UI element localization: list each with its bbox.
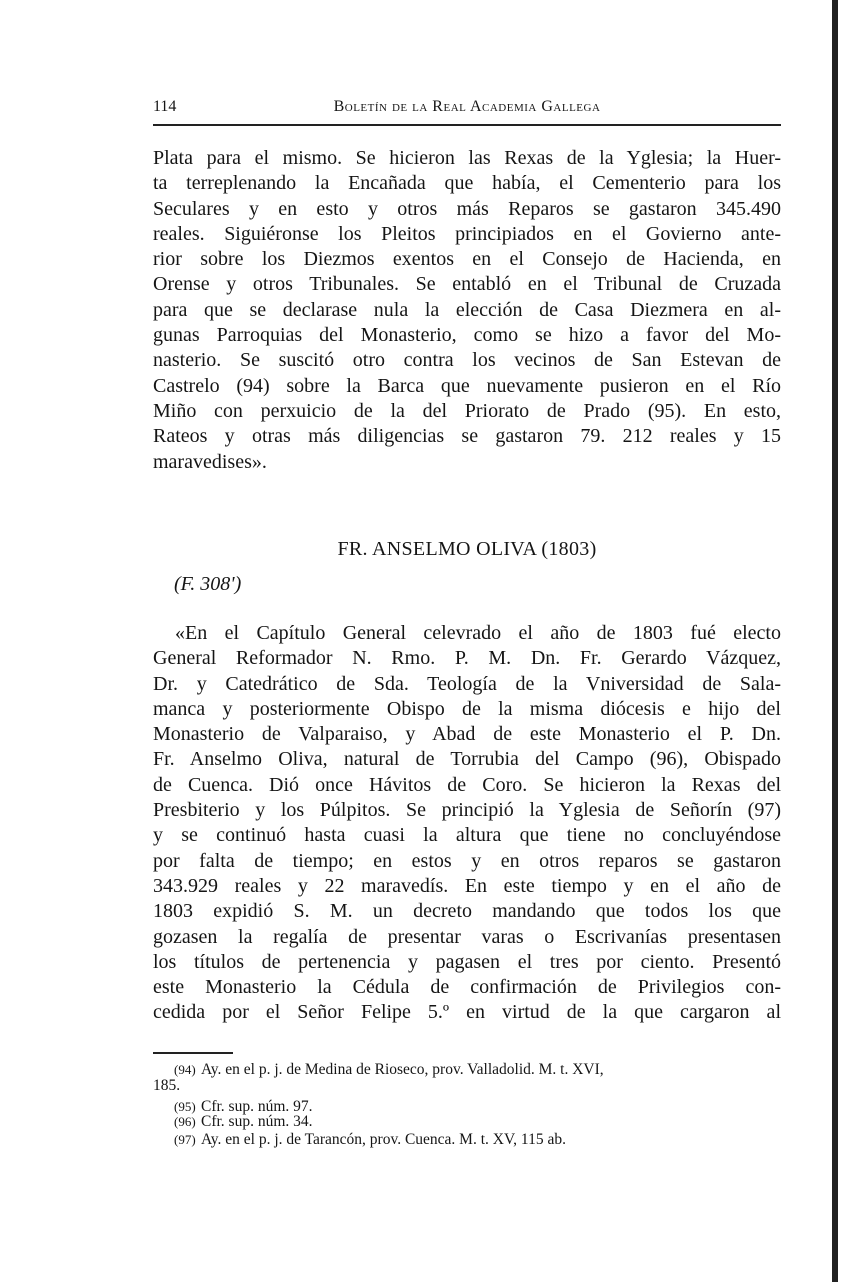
text-line: Dr. y Catedrático de Sda. Teología de la Vniversidad de Sala- bbox=[153, 672, 781, 695]
text-line: de Cuenca. Dió once Hávitos de Coro. Se hicieron la Rexas del bbox=[153, 773, 781, 796]
scan-edge-shadow bbox=[832, 0, 838, 1282]
text-line: Miño con perxuicio de la del Priorato de Prado (95). En esto, bbox=[153, 399, 781, 422]
text-line: manca y posteriormente Obispo de la misma diócesis e hijo del bbox=[153, 697, 781, 720]
text-line: Castrelo (94) sobre la Barca que nuevamente pusieron en el Río bbox=[153, 374, 781, 397]
paragraph-continued bbox=[153, 146, 781, 475]
text-line: Seculares y en esto y otros más Reparos se gastaron 345.490 bbox=[153, 197, 781, 220]
text-line: para que se declarase nula la elección de Casa Diezmera en al- bbox=[153, 298, 781, 321]
text-line: 343.929 reales y 22 maravedís. En este tiempo y en el año de bbox=[153, 874, 781, 897]
footnote-continuation: 185. bbox=[153, 1077, 181, 1094]
text-line: Fr. Anselmo Oliva, natural de Torrubia del Campo (96), Obispado bbox=[153, 748, 781, 771]
text-line: reales. Siguiéronse los Pleitos principiados en el Govierno ante- bbox=[153, 222, 781, 245]
header-rule bbox=[153, 124, 781, 126]
text-line: Plata para el mismo. Se hicieron las Rexas de la Yglesia; la Huer- bbox=[153, 147, 781, 169]
footnote-rule bbox=[153, 1052, 233, 1054]
text-line: cedida por el Señor Felipe 5.º en virtud de la que cargaron al bbox=[153, 1001, 781, 1024]
text-line: maravedises». bbox=[153, 450, 267, 473]
text-line: «En el Capítulo General celevrado el año de 1803 fué electo bbox=[175, 622, 781, 644]
text-line: gunas Parroquias del Monasterio, como se hizo a favor del Mo- bbox=[153, 324, 781, 347]
footnote-97 bbox=[153, 1132, 781, 1148]
footnote-text: Cfr. sup. núm. 34. bbox=[201, 1113, 313, 1130]
running-header bbox=[153, 98, 781, 120]
text-line: gozasen la regalía de presentar varas o Escrivanías presentasen bbox=[153, 925, 781, 948]
section-heading: FR. ANSELMO OLIVA (1803) bbox=[337, 538, 597, 560]
footnote-94 bbox=[153, 1062, 781, 1094]
folio-reference: (F. 308') bbox=[174, 573, 242, 595]
text-line: los títulos de pertenencia y pagasen el tres por ciento. Presentó bbox=[153, 950, 781, 973]
footnote-96 bbox=[153, 1114, 781, 1130]
footnote-number: (97) bbox=[174, 1132, 196, 1147]
text-line: este Monasterio la Cédula de confirmación de Privilegios con- bbox=[153, 976, 781, 999]
text-line: Presbiterio y los Púlpitos. Se principió la Yglesia de Señorín (97) bbox=[153, 799, 781, 822]
text-line: y se continuó hasta cuasi la altura que tiene no concluyéndose bbox=[153, 824, 781, 847]
footnote-number: (94) bbox=[174, 1062, 196, 1077]
text-line: General Reformador N. Rmo. P. M. Dn. Fr. Gerardo Vázquez, bbox=[153, 647, 781, 670]
text-line: 1803 expidió S. M. un decreto mandando que todos los que bbox=[153, 900, 781, 923]
footnote-text: Ay. en el p. j. de Medina de Rioseco, prov. Valladolid. M. t. XVI, bbox=[201, 1061, 604, 1078]
text-line: Rateos y otras más diligencias se gastaron 79. 212 reales y 15 bbox=[153, 425, 781, 448]
footnote-text: Ay. en el p. j. de Tarancón, prov. Cuenca. M. t. XV, 115 ab. bbox=[201, 1131, 566, 1148]
text-line: nasterio. Se suscitó otro contra los vecinos de San Estevan de bbox=[153, 349, 781, 372]
text-line: Monasterio de Valparaiso, y Abad de este Monasterio el P. Dn. bbox=[153, 723, 781, 746]
text-line: por falta de tiempo; en estos y en otros reparos se gastaron bbox=[153, 849, 781, 872]
text-line: ta terreplenando la Encañada que había, el Cementerio para los bbox=[153, 172, 781, 195]
text-line: rior sobre los Diezmos exentos en el Consejo de Hacienda, en bbox=[153, 248, 781, 271]
footnote-number: (95) bbox=[174, 1099, 196, 1114]
footnote-text: Cfr. sup. núm. 97. bbox=[201, 1098, 313, 1115]
paragraph-main bbox=[153, 621, 781, 1026]
footnote-number: (96) bbox=[174, 1114, 196, 1129]
running-title: Boletín de la Real Academia Gallega bbox=[333, 98, 601, 115]
text-line: Orense y otros Tribunales. Se entabló en el Tribunal de Cruzada bbox=[153, 273, 781, 296]
page-number: 114 bbox=[153, 98, 177, 115]
